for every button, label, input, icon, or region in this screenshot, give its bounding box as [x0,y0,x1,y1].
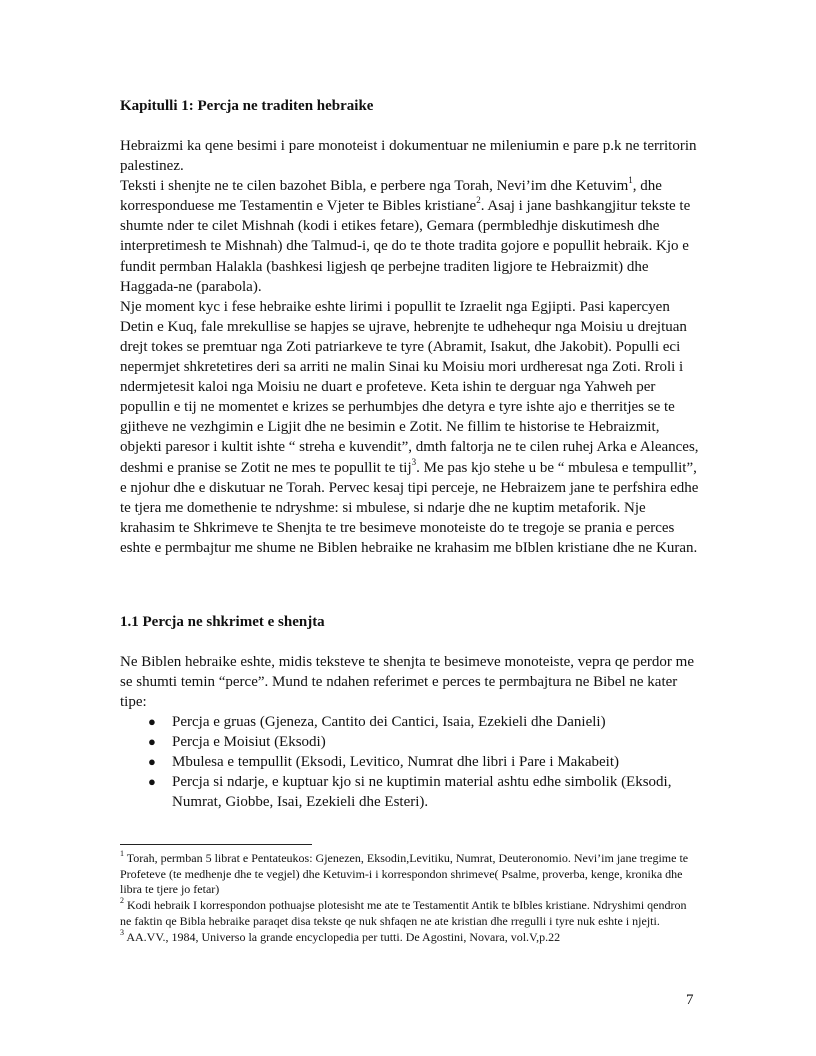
footnote-ref-2[interactable]: 2 [476,195,481,206]
list-item [148,712,702,732]
list-item-text: Percja e Moisiut (Eksodi) [172,734,326,751]
footnote-mark-1: 1 [120,849,124,858]
bullet-icon: ● [148,774,156,790]
paragraph-1: Hebraizmi ka qene besimi i pare monoteist i dokumentuar ne mileniumin e pare p.k ne territorin palestinez. [120,138,697,175]
footnote-3 [120,927,700,946]
list-item-text: Percja si ndarje, e kuptuar kjo si ne kuptimin material ashtu edhe simbolik (Eksodi, Numrat, Giobbe, Isai, Ezekieli dhe Esteri). [172,774,672,811]
footnotes [120,851,700,945]
bullet-icon: ● [148,734,156,750]
footnote-2-text: Kodi hebraik I korrespondon pothuajse plotesisht me ate te Testamentit Antik te bIbles kristiane. Ndryshimi qendron ne faktin qe Bibla hebraike paraqet disa tekste qe nuk shfaqen ne ate kristian dhe rregulli i tyre nuk eshte i njejti. [120,898,687,928]
paragraph-2-part-b: , dhe korresponduese me Testamentin e Vjeter te Bibles kristiane [120,178,662,215]
paragraph-2 [120,176,702,297]
footnote-1-text: Torah, permban 5 librat e Pentateukos: Gjenezen, Eksodin,Levitiku, Numrat, Deuteronomio. Nevi’im jane tregime te Profeteve (te medhenje dhe te vegjel) dhe Ketuvim-i i korrespondon shrimeve( Psalme, proverba, kenge, kronika dhe libra te tjere jo fetar) [120,851,689,897]
footnote-3-text: AA.VV., 1984, Universo la grande encyclopedia per tutti. De Agostini, Novara, vol.V,p.22 [124,929,561,944]
footnote-divider [120,844,312,845]
section-title: 1.1 Percja ne shkrimet e shenjta [120,613,325,630]
paragraph-2-part-a: Teksti i shenjte ne te cilen bazohet Bibla, e perbere nga Torah, Nevi’im dhe Ketuvim [120,178,629,195]
list-item-text: Percja e gruas (Gjeneza, Cantito dei Cantici, Isaia, Ezekieli dhe Danieli) [172,714,606,731]
paragraph-2-part-c: . Asaj i jane bashkangjitur tekste te shumte nder te cilet Mishnah (kodi i etikes fetare), Gemara (permbledhje diskutimesh dhe interpretimesh te Mishnah) dhe Talmud-i, qe do te thote tradita gojore e popullit hebraik. Kjo e fundit permban Halakla (bashkesi ligjesh qe perbejne traditen ligjore te Hebraizmit) dhe Haggada-ne (parabola). [120,198,691,295]
paragraph-3-part-a: Nje moment kyc i fese hebraike eshte lirimi i popullit te Izraelit nga Egjipti. Pasi kapercyen Detin e Kuq, fale mrekullise se hapjes se ujrave, hebrenjte te udhehequr nga Moisiu u drejtuan drejt tokes se premtuar nga Zoti patriarkeve te tyre (Abramit, Isakut, dhe Jakobit). Populli eci nepermjet shkretetires deri sa arriti ne malin Sinai ku Moisiu mori urdheresat nga Zoti. Rroli i ndermjetesit kaloi nga Moisiu ne duart e profeteve. Keta ishin te derguar nga Yahweh per popullin e tij ne momentet e krizes se perhumbjes dhe detyra e tyre ishte ajo e therritjes se te gjitheve ne vezhgimin e Ligjit dhe ne besimin e Zotit. Ne fillim te historise te Hebraizmit, objekti paresor i kultit ishte “ streha e kuvendit”, dmth faltorja ne te cilen ruhej Arka e Aleances, deshmi e pranise se Zotit ne mes te popullit te tij [120,298,699,476]
footnote-ref-1[interactable]: 1 [628,175,633,186]
footnote-1 [120,851,700,898]
list-item [148,772,702,812]
chapter-title: Kapitulli 1: Percja ne traditen hebraike [120,98,374,114]
bullet-icon: ● [148,754,156,770]
paragraph-3-part-b: . Me pas kjo stehe u be “ mbulesa e tempullit”, e njohur dhe e diskutuar ne Torah. Pervec kesaj tipi perceje, ne Hebraizem jane te perfshira edhe te tjera me domethenie te ndryshme: si mbulese, si ndarje dhe ne kuptim metaforik. Nje krahasim te Shkrimeve te Shenjta te tre besimeve monoteiste do te tregoje se prania e perces eshte e permbajtur me shume ne Biblen hebraike ne krahasim me bIblen kristiane dhe ne Kuran. [120,459,699,556]
footnote-ref-3[interactable]: 3 [411,456,417,467]
list-item-text: Mbulesa e tempullit (Eksodi, Levitico, Numrat dhe libri i Pare i Makabeit) [172,754,619,771]
list-item [148,752,702,772]
page-number: 7 [686,992,694,1008]
paragraph-3 [120,297,702,558]
list-item [148,732,702,752]
bullet-list [120,712,702,812]
footnote-2 [120,898,700,929]
footnote-mark-2: 2 [120,896,124,906]
page-body [120,96,702,812]
paragraph-4: Ne Biblen hebraike eshte, midis teksteve te shenjta te besimeve monoteiste, vepra qe perdor me se shumti temin “perce”. Mund te ndahen referimet e perces te permbajtura ne Bibel ne kater tipe: [120,653,694,711]
bullet-icon: ● [148,714,156,730]
footnote-mark-3: 3 [120,927,124,937]
